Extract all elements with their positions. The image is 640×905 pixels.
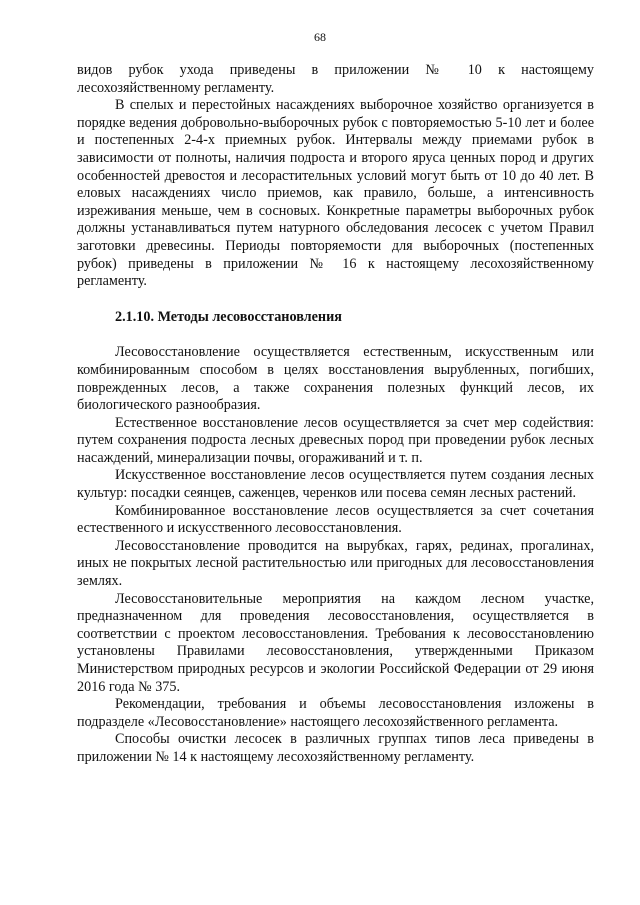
paragraph-selective-logging: В спелых и перестойных насаждениях выборочное хозяйство организуется в порядке ведения добровольно-выборочных рубок с повторяемостью 5-10 лет и более и постепенных 2-4-х приемных рубок. Интервалы между приемами рубок в зависимости от полноты, наличия подроста и второго яруса ценных пород и других особенностей древостоя и лесорастительных условий могут быть от 10 до 40 лет. В еловых насаждениях число приемов, как правило, больше, а интенсивность изреживания меньше, чем в сосновых. Конкретные параметры выборочных рубок должны устанавливаться путем натурного обследования лесосек с учетом Правил заготовки древесины. Периоды повторяемости для выборочных (постепенных рубок) приведены в приложении № 16 к настоящему лесохозяйственному регламенту.: [77, 97, 594, 290]
paragraph: Способы очистки лесосек в различных группах типов леса приведены в приложении № 14 к настоящему лесохозяйственному регламенту.: [77, 731, 594, 765]
paragraph: Лесовосстановление проводится на вырубках, гарях, рединах, прогалинах, иных не покрытых лесной растительностью или пригодных для лесовосстановления землях.: [77, 537, 594, 590]
document-body: [77, 62, 594, 767]
paragraph: Лесовосстановление осуществляется естественным, искусственным или комбинированным способом в целях восстановления вырубленных, погибших, поврежденных лесов, а также сохранения полезных функций лесов, их биологического разнообразия.: [77, 344, 594, 414]
paragraph-intro: видов рубок ухода приведены в приложении № 10 к настоящему лесохозяйственному регламенту.: [77, 62, 594, 96]
paragraph: Лесовосстановительные мероприятия на каждом лесном участке, предназначенном для проведения лесовосстановления, осуществляется в соответствии с проектом лесовосстановления. Требования к лесовосстановлению установлены Правилами лесовосстановления, утвержденными Приказом Министерством природных ресурсов и экологии Российской Федерации от 29 июня 2016 года № 375.: [77, 590, 594, 695]
page-number: 68: [314, 30, 326, 44]
paragraph: Естественное восстановление лесов осуществляется за счет мер содействия: путем сохранения подроста лесных древесных пород при проведении рубок лесных насаждений, минерализации почвы, огораживаний и т. п.: [77, 414, 594, 466]
section-heading: 2.1.10. Методы лесовосстановления: [115, 308, 342, 325]
paragraph: Комбинированное восстановление лесов осуществляется за счет сочетания естественного и искусственного лесовосстановления.: [77, 502, 594, 537]
paragraph: Рекомендации, требования и объемы лесовосстановления изложены в подразделе «Лесовосстановление» настоящего лесохозяйственного регламента.: [77, 696, 594, 730]
paragraph: Искусственное восстановление лесов осуществляется путем создания лесных культур: посадки сеянцев, саженцев, черенков или посева семян лесных растений.: [77, 467, 594, 502]
